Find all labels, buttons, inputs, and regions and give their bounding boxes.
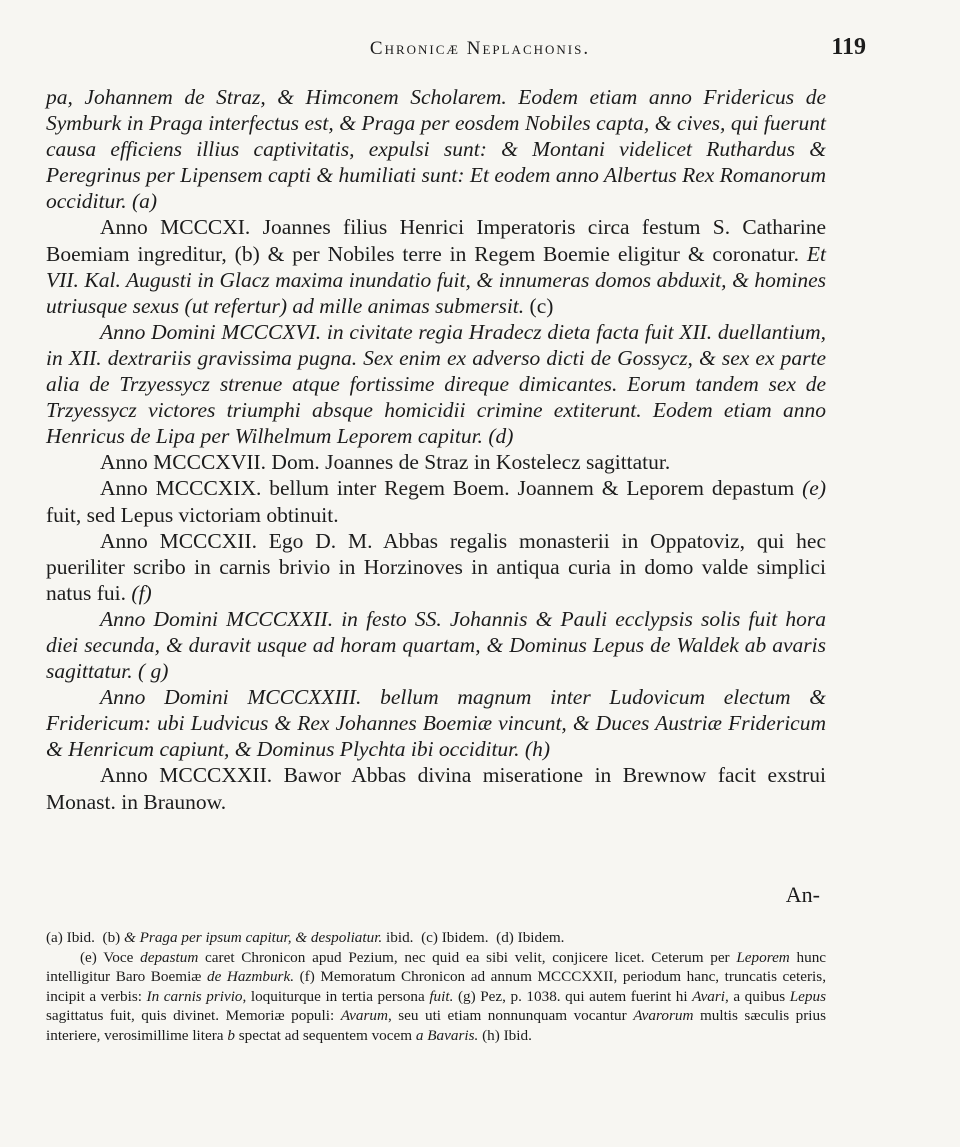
paragraph-1319-text-a: Anno MCCCXIX. bellum inter Regem Boem. Joannem & Leporem depastum (100, 476, 795, 501)
paragraph-1322-eclipse-text: Anno Domini MCCCXXII. in festo SS. Johannis & Pauli ecclypsis solis fuit hora diei secunda, & duravit usque ad horam quartam, & Dominus Lepus de Waldek ab avaris sagittatur. (46, 606, 826, 684)
footnote-e-italic3: de Hazmburk. (207, 968, 295, 986)
footnote-g-text5: multis sæculis prius interiere, verosimillime litera (46, 1007, 827, 1044)
footnote-ref-h: (h) (524, 737, 550, 762)
footnote-e-text3: hunc intelligitur Baro Boemiæ (46, 948, 827, 986)
footnote-f-italic2: fuit. (429, 987, 454, 1005)
paragraph-1311-flood: Et VII. Kal. Augusti in Glacz maxima inundatio fuit, & innumeras domos abduxit, & homines utriusque sexus (ut refertur) ad mille animas submersit. (46, 241, 827, 318)
footnotes (46, 928, 826, 1046)
footnote-a-text: Ibid. (66, 929, 95, 946)
paragraph-1322-monastery: Anno MCCCXXII. Bawor Abbas divina miseratione in Brewnow facit exstrui Monast. in Braunow. (46, 763, 826, 814)
paragraph-1-text: pa, Johannem de Straz, & Himconem Scholarem. Eodem etiam anno Fridericus de Symburk in Praga interfectus est, & Praga per eosdem Nobiles capta, & cives, qui fuerunt causa efficiens illius captivitatis, expulsi sunt: & Montani videlicet Ruthardus & Peregrinus per Lipensem capti & humiliati sunt: Et eodem anno Albertus Rex Romanorum occiditur. (46, 85, 826, 214)
footnote-ref-d: (d) (488, 424, 514, 449)
footnote-b-italic: & Praga per ipsum capitur, & despoliatur. (124, 929, 383, 946)
page-number: 119 (831, 34, 866, 60)
paragraph-1319 (46, 475, 826, 527)
paragraph-1323-text: Anno Domini MCCCXXIII. bellum magnum inter Ludovicum electum & Fridericum: ubi Ludvicus & Rex Johannes Boemiæ vincunt, & Duces Austriæ Fridericum & Henricum capiunt, & Dominus Plychta ibi occiditur. (46, 685, 826, 762)
footnote-ref-a: (a) (132, 189, 158, 214)
footnote-f-text2: , loquiturque in tertia persona (242, 987, 425, 1005)
footnote-e-italic2: Leporem (736, 948, 790, 966)
footnote-h-mark: (h) (482, 1026, 500, 1044)
footnote-d-text: Ibidem. (517, 929, 565, 946)
footnote-c-mark: (c) (421, 929, 438, 946)
paragraph-1319-text-b: fuit, sed Lepus victoriam obtinuit. (46, 502, 339, 527)
footnote-e-text2: caret Chronicon apud Pezium, nec quid ea sibi velit, conjicere licet. Ceterum per (205, 948, 730, 966)
footnote-f-italic: In carnis privio (146, 987, 243, 1005)
footnote-ref-g: ( g) (138, 659, 169, 684)
footnote-ref-c: (c) (529, 293, 554, 318)
footnote-ref-f: (f) (131, 580, 152, 605)
footnote-d-mark: (d) (496, 929, 514, 946)
paragraph-1322-eclipse (46, 606, 826, 684)
paragraph-author-birth (46, 528, 826, 606)
page-header (0, 30, 960, 70)
paragraph-1323 (46, 684, 826, 762)
footnote-e-mark: (e) (80, 948, 97, 966)
paragraph-1 (46, 84, 826, 214)
footnote-g-italic4: Avarorum (633, 1007, 694, 1025)
paragraph-1316 (46, 319, 826, 449)
paragraph-1316-text: Anno Domini MCCCXVI. in civitate regia Hradecz dieta facta fuit XII. duellantium, in XII. dextrariis gravissima pugna. Sex enim ex adverso dicti de Gossycz, & sex ex parte alia de Trzyessycz strenue atque fortissime direque dimicantes. Eorum tandem sex de Trzyessycz victores triumphi absque homicidii crimine extiterunt. Eodem etiam anno Henricus de Lipa per Wilhelmum Leporem capitur. (46, 319, 826, 449)
footnote-g-text2: , a quibus (725, 987, 786, 1005)
footnote-g-mark: (g) (457, 987, 476, 1005)
footnote-e-text1: Voce (103, 948, 134, 966)
paragraph-author-birth-text: Anno MCCCXII. Ego D. M. Abbas regalis monasterii in Oppatoviz, qui hec pueriliter scribo in carnis brivio in Horzinoves in antiqua curia in domo valde simplici natus fui. (46, 528, 826, 605)
footnote-g-italic3: Avarum (340, 1007, 388, 1025)
footnote-b-text: ibid. (386, 929, 414, 946)
footnote-c-text: Ibidem. (441, 929, 489, 946)
footnote-e (46, 948, 826, 1046)
paragraph-1317: Anno MCCCXVII. Dom. Joannes de Straz in Kostelecz sagittatur. (100, 450, 671, 475)
footnote-f-mark: (f) (299, 968, 315, 986)
footnote-ref-e: (e) (802, 476, 826, 501)
footnote-g-text6: spectat ad sequentem vocem (238, 1026, 413, 1044)
footnote-g-italic6: a Bavaris. (415, 1026, 479, 1044)
footnote-g-text3: sagittatus fuit, quis divinet. Memoriæ populi: (46, 1007, 335, 1025)
chronicle-text (46, 84, 826, 815)
running-head: Chronicæ Neplachonis. (369, 38, 591, 59)
footnote-g-italic5: b (227, 1026, 235, 1044)
paragraph-1311 (46, 214, 826, 318)
paragraph-1311-text: Anno MCCCXI. Joannes filius Henrici Imperatoris circa festum S. Catharine Boemiam ingreditur, (b) & per Nobiles terre in Regem Boemie eligitur & coronatur. (46, 215, 826, 266)
footnote-e-italic: depastum (140, 948, 199, 966)
footnote-a-mark: (a) (46, 929, 63, 946)
footnote-b-mark: (b) (102, 929, 121, 946)
footnote-h-text: Ibid. (503, 1026, 532, 1044)
footnote-g-italic: Avari (692, 987, 726, 1005)
catchword: An- (785, 882, 820, 907)
footnote-g-text4: , seu uti etiam nonnunquam vocantur (387, 1007, 627, 1025)
footnote-line-abcd (46, 928, 826, 948)
footnote-g-italic2: Lepus (789, 987, 827, 1005)
footnote-f-text1: Memoratum Chronicon ad annum MCCCXXII, periodum hanc, truncatis ceteris, incipit a verbis: (46, 968, 826, 1005)
footnote-g-text1: Pez, p. 1038. qui autem fuerint hi (480, 987, 688, 1005)
